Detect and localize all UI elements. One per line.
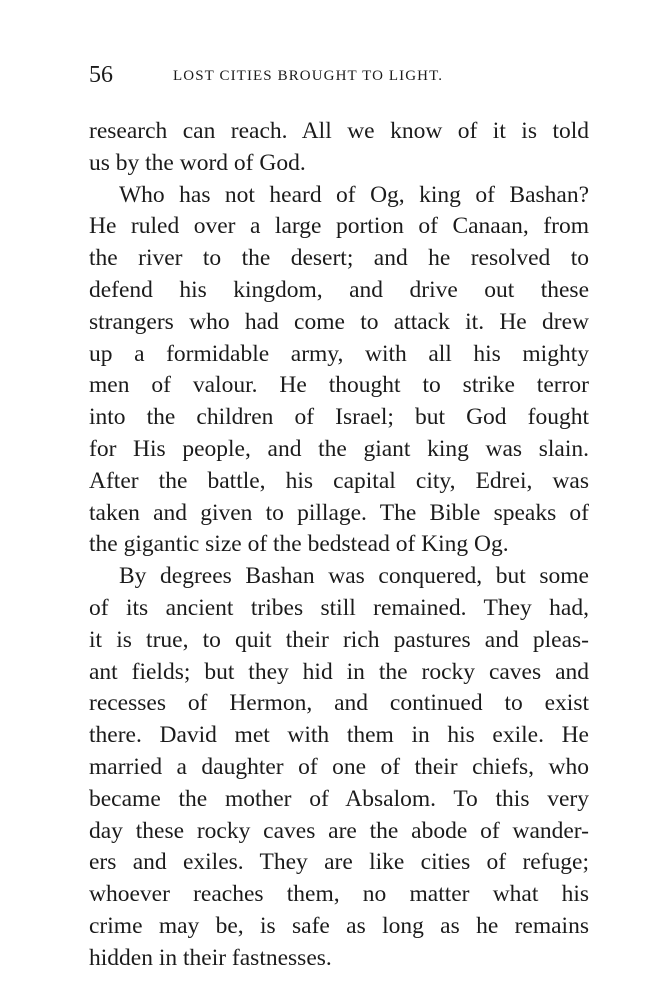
- text-line: taken and given to pillage. The Bible speaks of: [89, 499, 589, 526]
- text-line: it is true, to quit their rich pastures and pleas-: [89, 626, 589, 653]
- text-line: the river to the desert; and he resolved to: [89, 245, 589, 272]
- text-line: whoever reaches them, no matter what his: [89, 881, 589, 908]
- running-title: LOST CITIES BROUGHT TO LIGHT.: [173, 68, 444, 84]
- text-line: the gigantic size of the bedstead of King Og.: [89, 531, 509, 558]
- text-line: for His people, and the giant king was slain.: [89, 435, 589, 462]
- text-line: day these rocky caves are the abode of wander-: [89, 817, 589, 844]
- text-line: recesses of Hermon, and continued to exist: [89, 690, 589, 717]
- body-text: [89, 116, 589, 975]
- text-line: of its ancient tribes still remained. They had,: [89, 594, 589, 621]
- text-line: up a formidable army, with all his mighty: [89, 340, 589, 367]
- text-line: research can reach. All we know of it is told: [89, 118, 589, 144]
- text-line: By degrees Bashan was conquered, but some: [119, 563, 589, 590]
- text-line: ant fields; but they hid in the rocky caves and: [89, 658, 589, 685]
- text-line: became the mother of Absalom. To this very: [89, 785, 589, 812]
- text-line: us by the word of God.: [89, 149, 306, 176]
- page-number: 56: [89, 62, 113, 88]
- text-line: ers and exiles. They are like cities of refuge;: [89, 849, 589, 876]
- text-line: crime may be, is safe as long as he remains: [89, 912, 589, 939]
- text-line: defend his kingdom, and drive out these: [89, 276, 589, 303]
- text-line: married a daughter of one of their chiefs, who: [89, 753, 589, 780]
- text-line: men of valour. He thought to strike terror: [89, 372, 589, 399]
- text-line: Who has not heard of Og, king of Bashan?: [119, 181, 589, 208]
- text-line: hidden in their fastnesses.: [89, 944, 332, 971]
- text-line: there. David met with them in his exile. He: [89, 722, 589, 749]
- text-line: into the children of Israel; but God fought: [89, 404, 589, 431]
- running-head: [89, 60, 589, 90]
- text-line: He ruled over a large portion of Canaan, from: [89, 213, 589, 240]
- text-line: strangers who had come to attack it. He drew: [89, 308, 589, 335]
- text-line: After the battle, his capital city, Edrei, was: [89, 467, 589, 494]
